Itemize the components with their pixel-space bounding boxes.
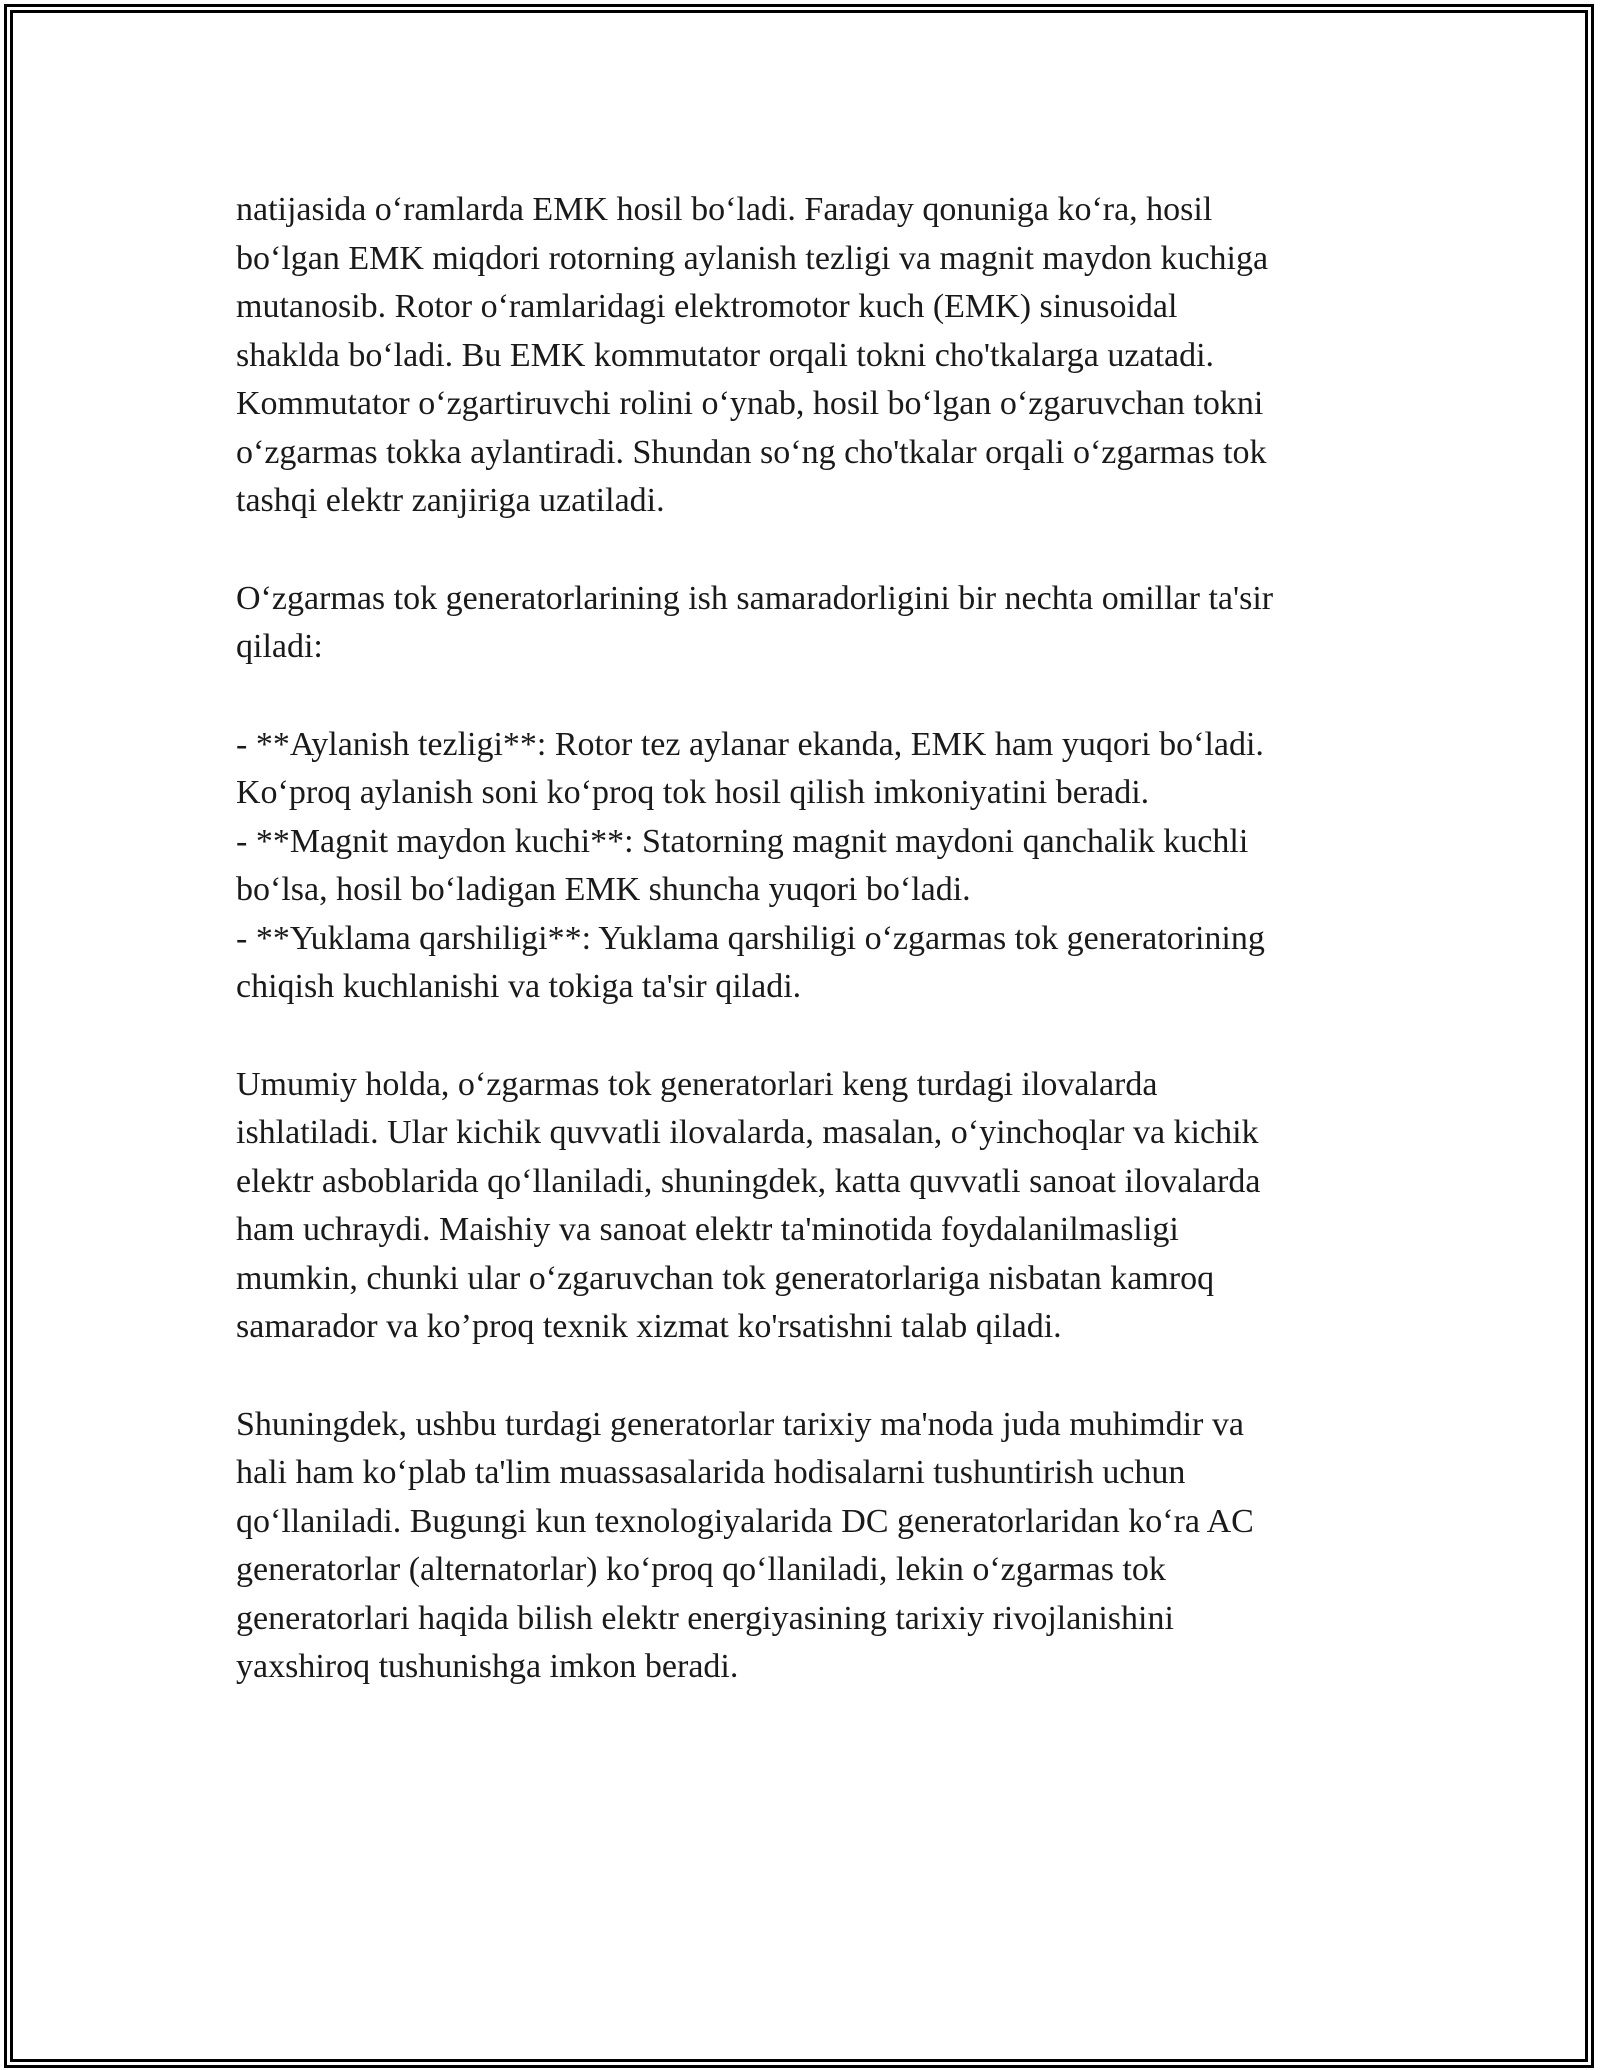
paragraph-historical-significance: Shuningdek, ushbu turdagi generatorlar tarixiy ma'noda juda muhimdir va hali ham ko‘plab ta'lim muassasalarida hodisalarni tushuntirish uchun qo‘llaniladi. Bugungi kun texnologiyalarida DC generatorlaridan ko‘ra AC generatorlar (alternatorlar) ko‘proq qo‘llaniladi, lekin o‘zgarmas tok generatorlari haqida bilish elektr energiyasining tarixiy rivojlanishini yaxshiroq tushunishga imkon beradi. xyxy=(236,1405,1254,1685)
paragraph-generator-principle: natijasida o‘ramlarda EMK hosil bo‘ladi. Faraday qonuniga ko‘ra, hosil bo‘lgan EMK miqdori rotorning aylanish tezligi va magnit maydon kuchiga mutanosib. Rotor o‘ramlaridagi elektromotor kuch (EMK) sinusoidal shaklda bo‘ladi. Bu EMK kommutator orqali tokni cho'tkalarga uzatadi. Kommutator o‘zgartiruvchi rolini o‘ynab, hosil bo‘lgan o‘zgaruvchan tokni o‘zgarmas tokka aylantiradi. Shundan so‘ng cho'tkalar orqali o‘zgarmas tok tashqi elektr zanjiriga uzatiladi. xyxy=(236,191,1269,519)
list-item-load-resistance: - **Yuklama qarshiligi**: Yuklama qarshiligi o‘zgarmas tok generatorining chiqish kuchlanishi va tokiga ta'sir qiladi. xyxy=(236,919,1265,1005)
factor-list xyxy=(236,721,1376,1012)
document-body xyxy=(236,186,1376,1692)
list-item-magnetic-field: - **Magnit maydon kuchi**: Statorning magnit maydoni qanchalik kuchli bo‘lsa, hosil bo‘ladigan EMK shuncha yuqori bo‘ladi. xyxy=(236,822,1249,908)
list-item-rotation-speed: - **Aylanish tezligi**: Rotor tez aylanar ekanda, EMK ham yuqori bo‘ladi. Ko‘proq aylanish soni ko‘proq tok hosil qilish imkoniyatini beradi. xyxy=(236,725,1264,811)
paragraph-efficiency-intro: O‘zgarmas tok generatorlarining ish samaradorligini bir nechta omillar ta'sir qiladi: xyxy=(236,579,1274,665)
paragraph-applications: Umumiy holda, o‘zgarmas tok generatorlari keng turdagi ilovalarda ishlatiladi. Ular kichik quvvatli ilovalarda, masalan, o‘yinchoqlar va kichik elektr asboblarida qo‘llaniladi, shuningdek, katta quvvatli sanoat ilovalarda ham uchraydi. Maishiy va sanoat elektr ta'minotida foydalanilmasligi mumkin, chunki ular o‘zgaruvchan tok generatorlariga nisbatan kamroq samarador va ko’proq texnik xizmat ko'rsatishni talab qiladi. xyxy=(236,1065,1261,1345)
